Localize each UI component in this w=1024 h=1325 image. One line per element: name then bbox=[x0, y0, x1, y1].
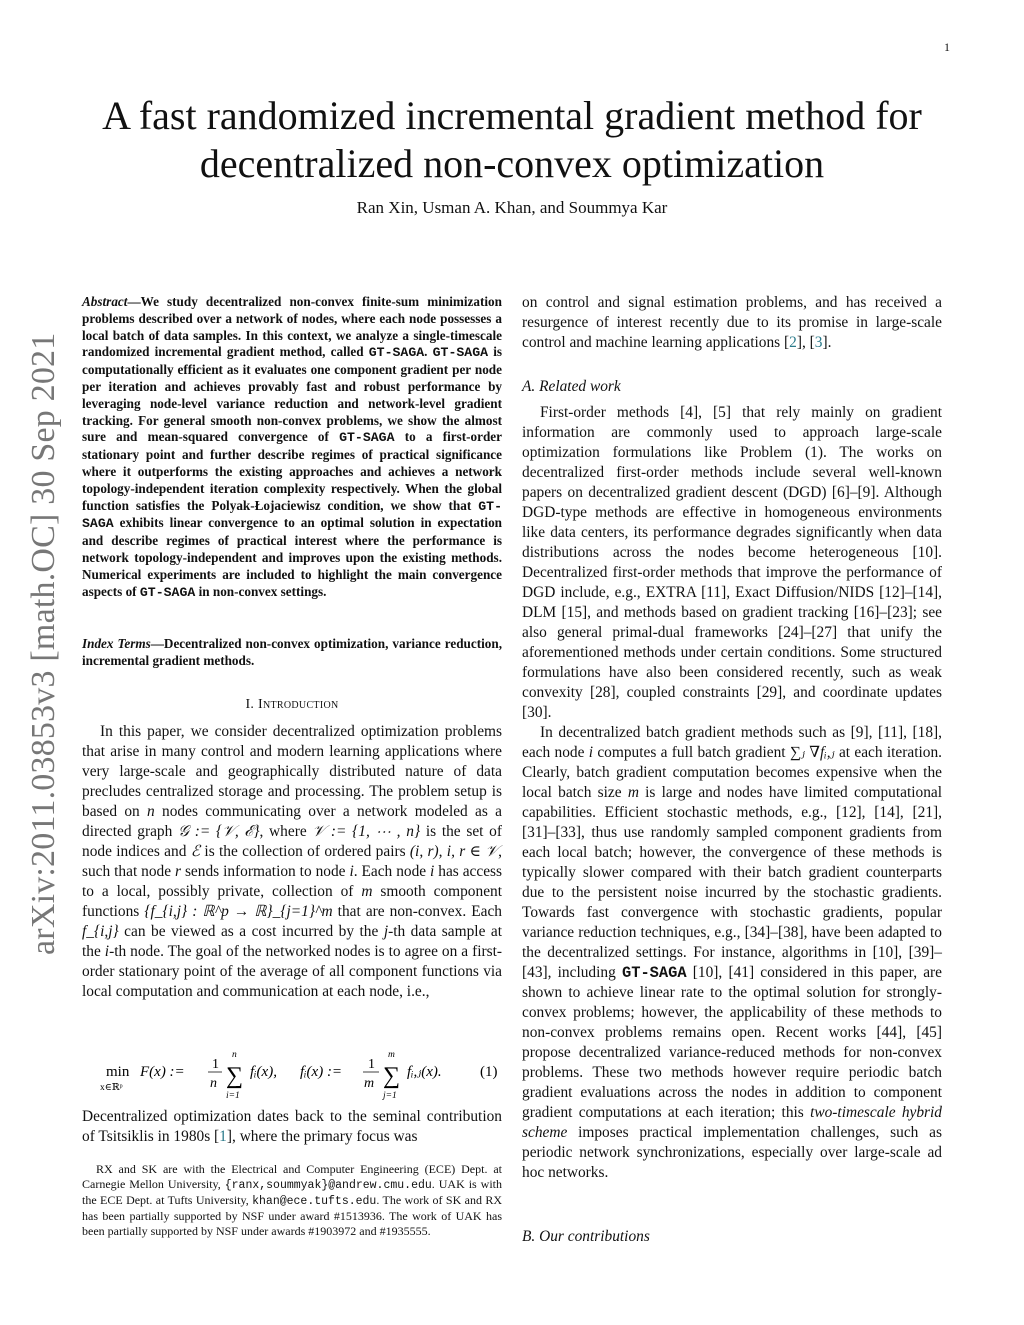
algo-name: GT-SAGA bbox=[621, 964, 687, 982]
section-heading-introduction bbox=[82, 697, 502, 713]
index-terms-label: Index Terms bbox=[82, 636, 151, 651]
eq-frac2-den: m bbox=[364, 1076, 375, 1091]
intro-paragraph-1: In this paper, we consider decentralized optimization problems that arise in many control and modern learning applications where very large-scale and geographically distributed nature of data precludes centralized storage and processing. The problem setup is based on n nodes communicating over a network modeled as a directed graph 𝒢 := {𝒱, ℰ}, where 𝒱 := {1, ⋯ , n} is the set of node indices and ℰ is the collection of ordered pairs (i, r), i, r ∈ 𝒱, such that node r sends information to node i. Each node i has access to a local, possibly private, collection of m smooth component functions {f_{i,j} : ℝ^p → ℝ}_{j=1}^m that are non-convex. Each f_{i,j} can be viewed as a cost incurred by the j-th data sample at the i-th node. The goal of the networked nodes is to agree on a first-order stationary point of the average of all component functions via local computation and communication at each node, i.e., bbox=[82, 723, 503, 1000]
algo-name: GT-SAGA bbox=[368, 345, 425, 361]
citation-link[interactable]: 1 bbox=[219, 1128, 227, 1145]
intro-paragraph-2: Decentralized optimization dates back to the seminal contribution of Tsitsiklis in 1980s [1], where the primary focus was bbox=[82, 1108, 502, 1145]
eq-frac1-den: n bbox=[210, 1076, 217, 1091]
eq-number: (1) bbox=[480, 1064, 498, 1080]
subsection-heading-related-work: A. Related work bbox=[522, 378, 621, 395]
citation-link[interactable]: 2 bbox=[789, 334, 797, 351]
abstract-text: We study decentralized non-convex finite-sum minimization problems described over a network of nodes, where each node possesses a local batch of data samples. In this context, we analyze a single-timescale randomized incremental gradient method, called bbox=[82, 294, 502, 360]
eq-sum2: ∑ bbox=[383, 1063, 401, 1089]
page-number: 1 bbox=[944, 40, 950, 54]
index-terms: Index Terms—Decentralized non-convex optimization, variance reduction, incremental gradient methods. bbox=[82, 636, 502, 668]
eq-sum1-bot: i=1 bbox=[226, 1091, 240, 1101]
eq-frac2-num: 1 bbox=[368, 1057, 375, 1072]
footnote: RX and SK are with the Electrical and Computer Engineering (ECE) Dept. at Carnegie Mellon University, {ranx,soummyak}@andrew.cmu.edu. UAK is with the ECE Dept. at Tufts University, khan@ece.tufts.edu. The work of SK and RX has been partially supported by NSF under award #1513936. The work of UAK has been partially supported by NSF under awards #1903972 and #1935555. bbox=[82, 1162, 502, 1238]
section-title: Introduction bbox=[258, 697, 339, 712]
algo-name: GT-SAGA bbox=[139, 584, 196, 600]
arxiv-identifier: arXiv:2011.03853v3 [math.OC] 30 Sep 2021 bbox=[25, 332, 62, 955]
abstract-text: exhibits linear convergence to an optimal solution in expectation and describe regimes of practical interest where the performance is network topology-independent and improves upon the existing methods. Numerical experiments are included to highlight the main convergence aspects of bbox=[82, 515, 502, 599]
eq-sum1-top: n bbox=[232, 1050, 237, 1060]
intro-paragraph-2-continued: on control and signal estimation problems, and has received a resurgence of interest recently due to its promise in large-scale control and machine learning applications [2], [3]. bbox=[522, 294, 942, 351]
abstract-text: to a first-order stationary point and further describe regimes of practical significance where it outperforms the existing approaches and achieves a network topology-independent iteration complexity respectively. When the global function satisfies the Polyak-Łojaciewisz condition, we show that bbox=[82, 429, 503, 513]
abstract-text: . bbox=[424, 344, 433, 360]
abstract-label: Abstract bbox=[82, 294, 128, 309]
paper-title: A fast randomized incremental gradient method for decentralized non-convex optimization bbox=[102, 93, 922, 186]
eq-sum2-top: m bbox=[388, 1050, 395, 1060]
related-paragraph-2: In decentralized batch gradient methods such as [9], [11], [18], each node i computes a full batch gradient ∑ⱼ ∇fᵢ,ⱼ at each iteration. Clearly, batch gradient computation becomes expensive when the local batch size m is large and nodes have limited computational capabilities. Efficient stochastic methods, e.g., [12], [14], [21], [31]–[33], thus use randomly sampled component gradients from each local batch; however, the convergence of these methods is typically slower compared with their batch gradient counterparts due to the persistent noise incurred by the stochastic gradients. Towards fast convergence with stochastic gradients, popular variance reduction techniques, e.g., [34]–[38], have been adapted to the decentralized settings. For instance, algorithms in [10], [39]–[43], including GT-SAGA [10], [41] considered in this paper, are shown to achieve linear rate to the optimal solution for strongly-convex problems; however, the applicability of these methods to non-convex problems remains open. Recent works [44], [45] propose decentralized variance-reduced methods for non-convex problems. These two methods however require periodic batch gradient evaluations across the nodes in addition to component gradient computations at each iteration; this two-timescale hybrid scheme imposes practical implementation challenges, such as periodic network synchronizations, especially over large-scale ad hoc networks. bbox=[522, 724, 943, 1181]
section-number: I. bbox=[245, 697, 259, 712]
algo-name: GT-SAGA bbox=[339, 430, 395, 446]
algo-name: GT-SAGA bbox=[82, 498, 502, 532]
eq-min: min bbox=[106, 1064, 130, 1080]
abstract-text: is computationally efficient as it evaluates one component gradient per node per iteration and achieves provably fast and robust performance by leveraging node-level variance reduction and network-level gradient tracking. For general smooth non-convex problems, we show the almost sure and mean-squared convergence of bbox=[82, 344, 502, 445]
subsection-heading-contributions: B. Our contributions bbox=[522, 1228, 650, 1245]
eq-sum2-bot: j=1 bbox=[383, 1091, 397, 1101]
citation-link[interactable]: 3 bbox=[814, 334, 823, 351]
related-work-body bbox=[522, 403, 942, 1183]
eq-term1: fᵢ(x), bbox=[250, 1064, 277, 1080]
abstract: Abstract—We study decentralized non-convex finite-sum minimization problems described over a network of nodes, where each node possesses a local batch of data samples. In this context, we analyze a single-timescale randomized incremental gradient method, called GT-SAGA. GT-SAGA is computationally efficient as it evaluates one component gradient per node per iteration and achieves provably fast and robust performance by leveraging node-level variance reduction and network-level gradient tracking. For general smooth non-convex problems, we show the almost sure and mean-squared convergence of GT-SAGA to a first-order stationary point and further describe regimes of practical significance where it outperforms the existing approaches and achieves a network topology-independent iteration complexity respectively. When the global function satisfies the Polyak-Łojaciewisz condition, we show that GT-SAGA exhibits linear convergence to an optimal solution in expectation and describe regimes of practical interest where the performance is network topology-independent and improves upon the existing methods. Numerical experiments are included to highlight the main convergence aspects of GT-SAGA in non-convex settings. bbox=[82, 294, 503, 600]
eq-sum1: ∑ bbox=[226, 1063, 244, 1089]
paper-authors: Ran Xin, Usman A. Khan, and Soummya Kar bbox=[356, 198, 668, 217]
eq-term2: fᵢ,ⱼ(x). bbox=[407, 1064, 442, 1080]
email: khan@ece.tufts.edu bbox=[252, 1195, 377, 1208]
related-paragraph-1: First-order methods [4], [5] that rely mainly on gradient information are commonly used to approach large-scale optimization formulations like Problem (1). The works on decentralized first-order methods include several well-known papers on decentralized gradient descent (DGD) [6]–[9]. Although DGD-type methods are effective in homogeneous environments like data centers, its performance degrades significantly when data distributions across the nodes become heterogeneous [10]. Decentralized first-order methods that improve the performance of DGD include, e.g., EXTRA [11], Exact Diffusion/NIDS [12]–[14], DLM [15], and methods based on gradient tracking [16]–[23]; see also general primal-dual frameworks [24]–[27] that unify the aforementioned methods under certain conditions. Some structured formulations have also been considered recently, such as weak convexity [28], coupled constraints [29], and coordinate updates [30]. bbox=[522, 404, 942, 721]
equation-render bbox=[92, 1050, 502, 1106]
email: {ranx,soummyak}@andrew.cmu.edu bbox=[224, 1179, 432, 1192]
equation-1 bbox=[92, 1050, 502, 1106]
eq-fi: fᵢ(x) := bbox=[300, 1064, 343, 1080]
index-terms-text: Decentralized non-convex optimization, variance reduction, incremental gradient methods. bbox=[82, 636, 502, 668]
abstract-text: in non-convex settings. bbox=[195, 583, 327, 599]
eq-F: F(x) := bbox=[140, 1064, 185, 1080]
eq-min-sub: x∈ℝᵖ bbox=[100, 1083, 123, 1093]
eq-frac1-num: 1 bbox=[212, 1057, 219, 1072]
algo-name: GT-SAGA bbox=[432, 345, 489, 361]
